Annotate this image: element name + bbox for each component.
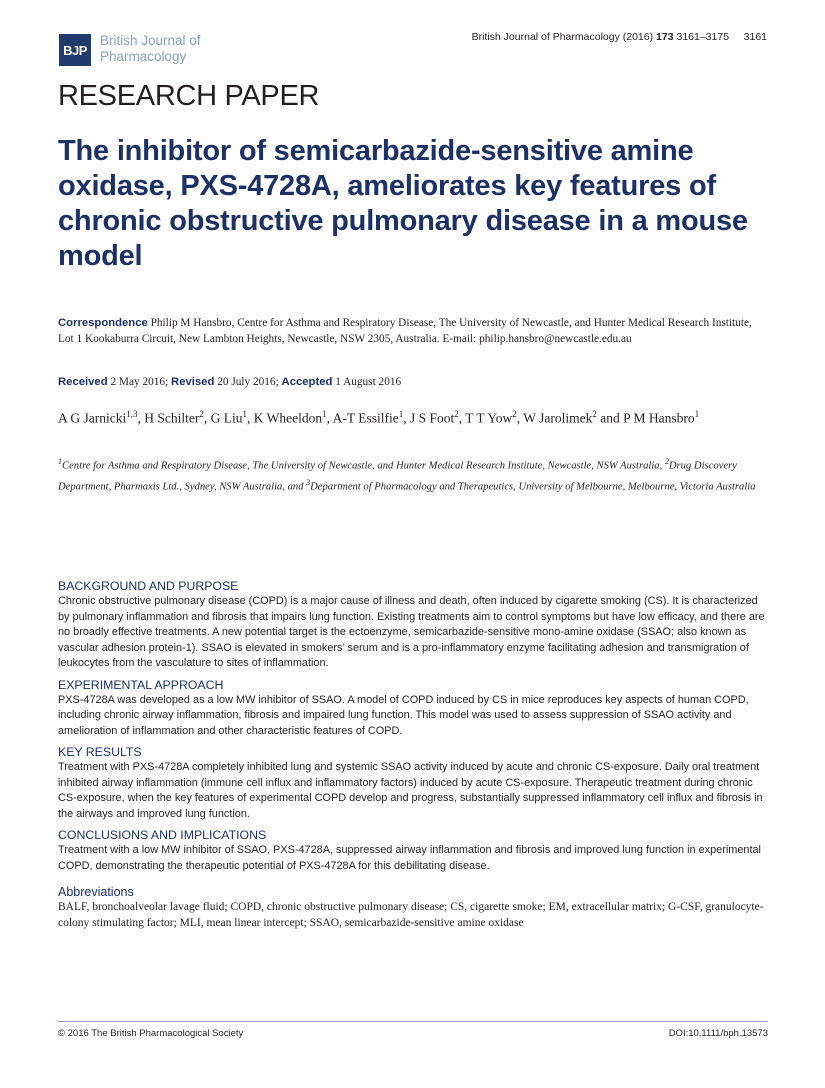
author-affiliation-marker: 1: [398, 409, 404, 419]
author-separator: ,: [137, 410, 145, 426]
author-list: [58, 405, 770, 428]
article-dates: [58, 374, 770, 390]
author-affiliation-marker: 2: [592, 409, 597, 419]
abstract-section-body: Treatment with a low MW inhibitor of SSAO, PXS-4728A, suppressed airway inflammation and fibrosis and improved lung function in experimental COPD, demonstrating the therapeutic potential of PXS-4728A for this debilitating disease.: [58, 844, 761, 872]
footer-divider: [58, 1021, 768, 1022]
author-affiliation-marker: 2: [512, 409, 517, 419]
citation-pages: 3161–3175: [676, 31, 730, 43]
affiliation-marker: 2: [664, 457, 669, 466]
correspondence: [58, 315, 770, 347]
author-separator: ,: [203, 410, 211, 426]
affiliation-list: [58, 454, 770, 495]
author-name: W Jarolimek: [523, 410, 593, 426]
received-label: Received: [58, 376, 108, 388]
accepted-date: 1 August 2016: [335, 376, 402, 388]
author-affiliation-marker: 1: [242, 409, 247, 419]
abstract: [58, 578, 768, 931]
author-affiliation-marker: 2: [454, 409, 459, 419]
journal-name: [100, 33, 230, 65]
abbreviations-body: BALF, bronchoalveolar lavage fluid; COPD, chronic obstructive pulmonary disease; CS, cigarette smoke; EM, extracellular matrix; G-CSF, granulocyte-colony stimulating factor; MLI, mean linear intercept; SSAO, semicarbazide-sensitive amine oxidase: [58, 901, 764, 929]
revised-date: 20 July 2016;: [217, 376, 279, 388]
author-affiliation-marker: 1: [694, 409, 700, 419]
journal-logo: [59, 34, 91, 66]
running-citation: [472, 31, 767, 43]
doi: DOI:10.1111/bph.13573: [668, 1028, 768, 1039]
author-name: J S Foot: [410, 410, 455, 426]
abstract-section-heading: EXPERIMENTAL APPROACH: [58, 677, 224, 692]
affiliation-text: Centre for Asthma and Respiratory Disease, The University of Newcastle, and Hunter Medical Research Institute, Newcastle, NSW Australia,: [62, 460, 665, 472]
journal-name-line1: British Journal of: [100, 33, 201, 48]
received-date: 2 May 2016;: [110, 376, 169, 388]
author-name: G Liu: [210, 410, 243, 426]
abstract-section-heading: BACKGROUND AND PURPOSE: [58, 579, 239, 593]
correspondence-text: Philip M Hansbro, Centre for Asthma and Respiratory Disease, The University of Newcastle, and Hunter Medical Research Institute, Lot 1 Kookaburra Circuit, New Lambton Heights, Newcastle, NSW 2305, Australia. E-mail: philip.hansbro@newcastle.edu.au: [58, 317, 752, 345]
correspondence-label: Correspondence: [58, 317, 148, 329]
author-name: P M Hansbro: [623, 410, 695, 426]
abstract-section-body: Chronic obstructive pulmonary disease (COPD) is a major cause of illness and death, often induced by cigarette smoking (CS). It is characterized by pulmonary inflammation and fibrosis that impairs lung function. Existing treatments aim to control symptoms but have low efficacy, and there are no broadly effective treatments. A new potential target is the ectoenzyme, semicarbazide-sensitive mono-amine oxidase (SSAO; also known as vascular adhesion protein-1). SSAO is elevated in smokers’ serum and is a pro-inflammatory enzyme facilitating adhesion and transmigration of leukocytes from the vasculature to sites of inflammation.: [58, 595, 765, 669]
journal-name-line2: Pharmacology: [100, 49, 187, 64]
author-affiliation-marker: 2: [199, 409, 204, 419]
abstract-section-body: PXS-4728A was developed as a low MW inhibitor of SSAO. A model of COPD induced by CS in mice reproduces key aspects of human COPD, including chronic airway inflammation, fibrosis and impaired lung function. This model was used to assess suppression of SSAO activity and amelioration of inflammation and other characteristic features of COPD.: [58, 693, 749, 737]
citation-prefix: British Journal of Pharmacology (2016): [471, 31, 654, 43]
revised-label: Revised: [171, 376, 215, 388]
author-separator: ,: [403, 410, 410, 426]
copyright: © 2016 The British Pharmacological Society: [58, 1028, 244, 1039]
citation-volume: 173: [656, 31, 674, 43]
affiliation-marker: 3: [306, 477, 311, 487]
author-separator: ,: [458, 410, 466, 426]
accepted-label: Accepted: [281, 376, 333, 388]
abstract-section-body: Treatment with PXS-4728A completely inhibited lung and systemic SSAO activity induced by acute and chronic CS-exposure. Daily oral treatment inhibited airway inflammation (immune cell influx and inflammatory factors) induced by acute CS-exposure. Therapeutic treatment during chronic CS-exposure, when the key features of experimental COPD develop and progress, substantially suppressed inflammatory cell influx and fibrosis in the airways and improved lung function.: [58, 761, 763, 820]
journal-logo-text: BJP: [63, 42, 87, 58]
article-type-label: RESEARCH PAPER: [58, 80, 320, 112]
author-name: A-T Essilfie: [332, 410, 399, 426]
author-name: K Wheeldon: [253, 410, 323, 426]
abbreviations-heading: Abbreviations: [58, 885, 134, 899]
author-affiliation-marker: 1: [322, 409, 327, 419]
author-separator: ,: [247, 410, 254, 426]
author-separator: and: [596, 410, 624, 426]
affiliation-text: Drug Discovery Department, Pharmaxis Ltd., Sydney, NSW Australia, and: [58, 460, 740, 493]
author-separator: ,: [326, 410, 333, 426]
author-affiliation-marker: 1,3: [126, 409, 138, 419]
abstract-section-heading: CONCLUSIONS AND IMPLICATIONS: [58, 828, 267, 842]
affiliation-marker: 1: [58, 457, 62, 466]
affiliation-text: Department of Pharmacology and Therapeutics, University of Melbourne, Melbourne, Victoria Australia: [310, 481, 756, 493]
article-title: The inhibitor of semicarbazide-sensitive amine oxidase, PXS-4728A, ameliorates key features of chronic obstructive pulmonary disease in a mouse model: [58, 135, 748, 272]
page-number: 3161: [743, 31, 767, 43]
author-name: T T Yow: [465, 410, 513, 426]
author-name: H Schilter: [144, 410, 200, 426]
author-name: A G Jarnicki: [58, 410, 127, 426]
author-separator: ,: [516, 410, 524, 426]
abstract-section-heading: KEY RESULTS: [58, 745, 142, 759]
